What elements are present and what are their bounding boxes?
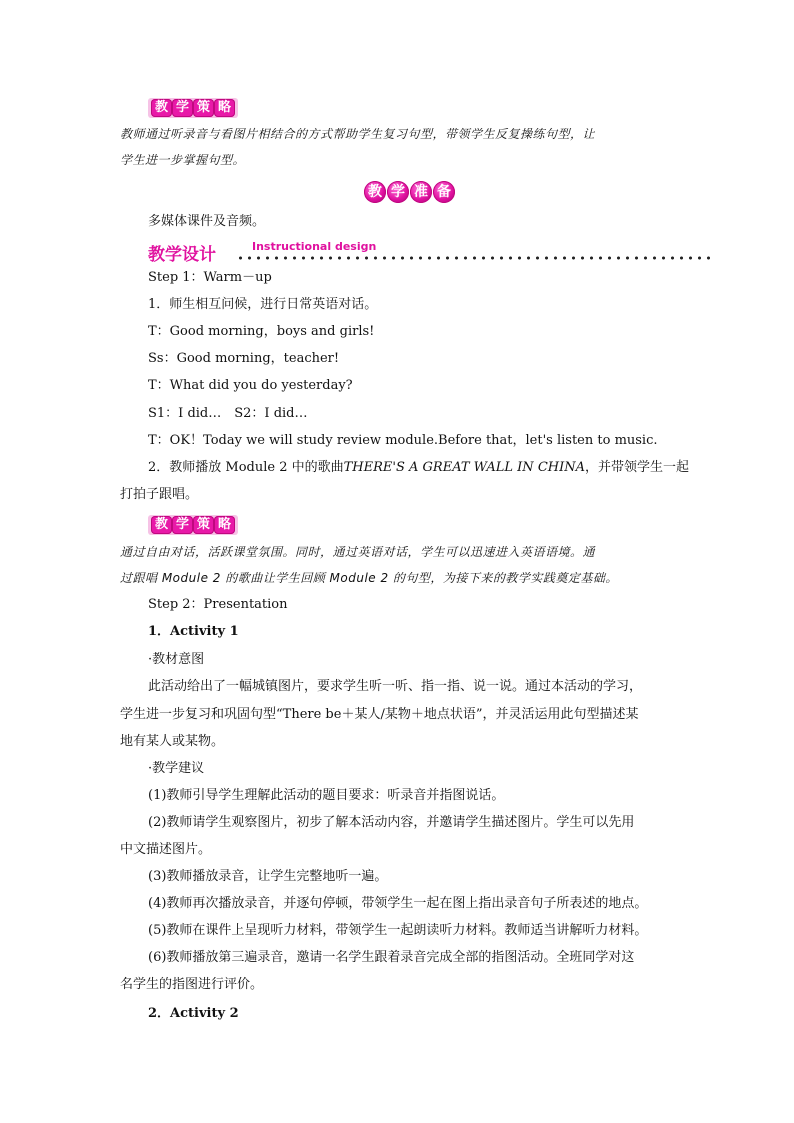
badge-char: 策 [193,99,214,117]
badge-char: 教 [364,181,386,203]
dialogue-line: T：What did you do yesterday? [148,378,353,393]
design-title: 教学设计 [148,245,216,265]
step1-item2 [148,459,689,477]
dotted-divider [236,256,710,260]
item2-prefix: 2．教师播放 Module 2 中的歌曲 [148,460,344,475]
dialogue-line: Ss：Good morning，teacher! [148,351,340,366]
item2-suffix: ，并带领学生一起 [585,460,690,475]
badge-char: 准 [410,181,432,203]
badge-char: 略 [214,99,235,117]
step1-heading: Step 1：Warm－up [148,270,272,285]
design-subtitle: Instructional design [252,240,377,253]
preparation-badge [364,181,456,203]
song-title: THERE'S A GREAT WALL IN CHINA [343,460,586,475]
advice-item: (4)教师再次播放录音，并逐句停顿，带领学生一起在图上指出录音句子所表述的地点。 [148,896,648,911]
intent-text-line: 地有某人或某物。 [120,734,225,749]
badge-char: 学 [172,516,193,534]
step1-item1: 1．师生相互问候，进行日常英语对话。 [148,297,378,312]
badge-char: 学 [387,181,409,203]
advice-item-cont: 中文描述图片。 [120,842,212,857]
step2-heading: Step 2：Presentation [148,597,288,612]
strategy-badge [148,98,238,118]
strategy-text-line: 过跟唱 Module 2 的歌曲让学生回顾 Module 2 的句型，为接下来的教学实践奠定基础。 [120,571,618,585]
advice-item: (3)教师播放录音，让学生完整地听一遍。 [148,869,388,884]
dialogue-line: T：Good morning，boys and girls! [148,324,375,339]
strategy-text-line: 通过自由对话，活跃课堂氛围。同时，通过英语对话，学生可以迅速进入英语语境。通 [120,545,596,559]
strategy-badge [148,515,238,535]
advice-item-cont: 名学生的指图进行评价。 [120,977,264,992]
intent-label: ·教材意图 [148,652,205,667]
badge-char: 学 [172,99,193,117]
badge-char: 备 [433,181,455,203]
advice-label: ·教学建议 [148,761,205,776]
badge-char: 略 [214,516,235,534]
intent-text-line: 此活动给出了一幅城镇图片，要求学生听一听、指一指、说一说。通过本活动的学习， [148,679,643,694]
badge-char: 策 [193,516,214,534]
dialogue-line: S1：I did… S2：I did… [148,406,308,421]
step1-item2-line2: 打拍子跟唱。 [120,487,199,502]
activity2-heading: 2．Activity 2 [148,1006,239,1021]
strategy-text-line: 教师通过听录音与看图片相结合的方式帮助学生复习句型，带领学生反复操练句型，让 [120,127,596,141]
advice-item: (6)教师播放第三遍录音，邀请一名学生跟着录音完成全部的指图活动。全班同学对这 [148,950,635,965]
advice-item: (1)教师引导学生理解此活动的题目要求：听录音并指图说话。 [148,788,505,803]
badge-char: 教 [151,516,172,534]
activity1-heading: 1．Activity 1 [148,624,239,639]
preparation-text: 多媒体课件及音频。 [148,214,266,229]
badge-char: 教 [151,99,172,117]
advice-item: (2)教师请学生观察图片，初步了解本活动内容，并邀请学生描述图片。学生可以先用 [148,815,635,830]
dialogue-line: T：OK！Today we will study review module.Before that，let's listen to music. [148,433,658,448]
intent-text-line: 学生进一步复习和巩固句型“There be＋某人/某物＋地点状语”，并灵活运用此句型描述某 [120,707,639,722]
strategy-text-line: 学生进一步掌握句型。 [120,153,246,167]
advice-item: (5)教师在课件上呈现听力材料，带领学生一起朗读听力材料。教师适当讲解听力材料。 [148,923,648,938]
